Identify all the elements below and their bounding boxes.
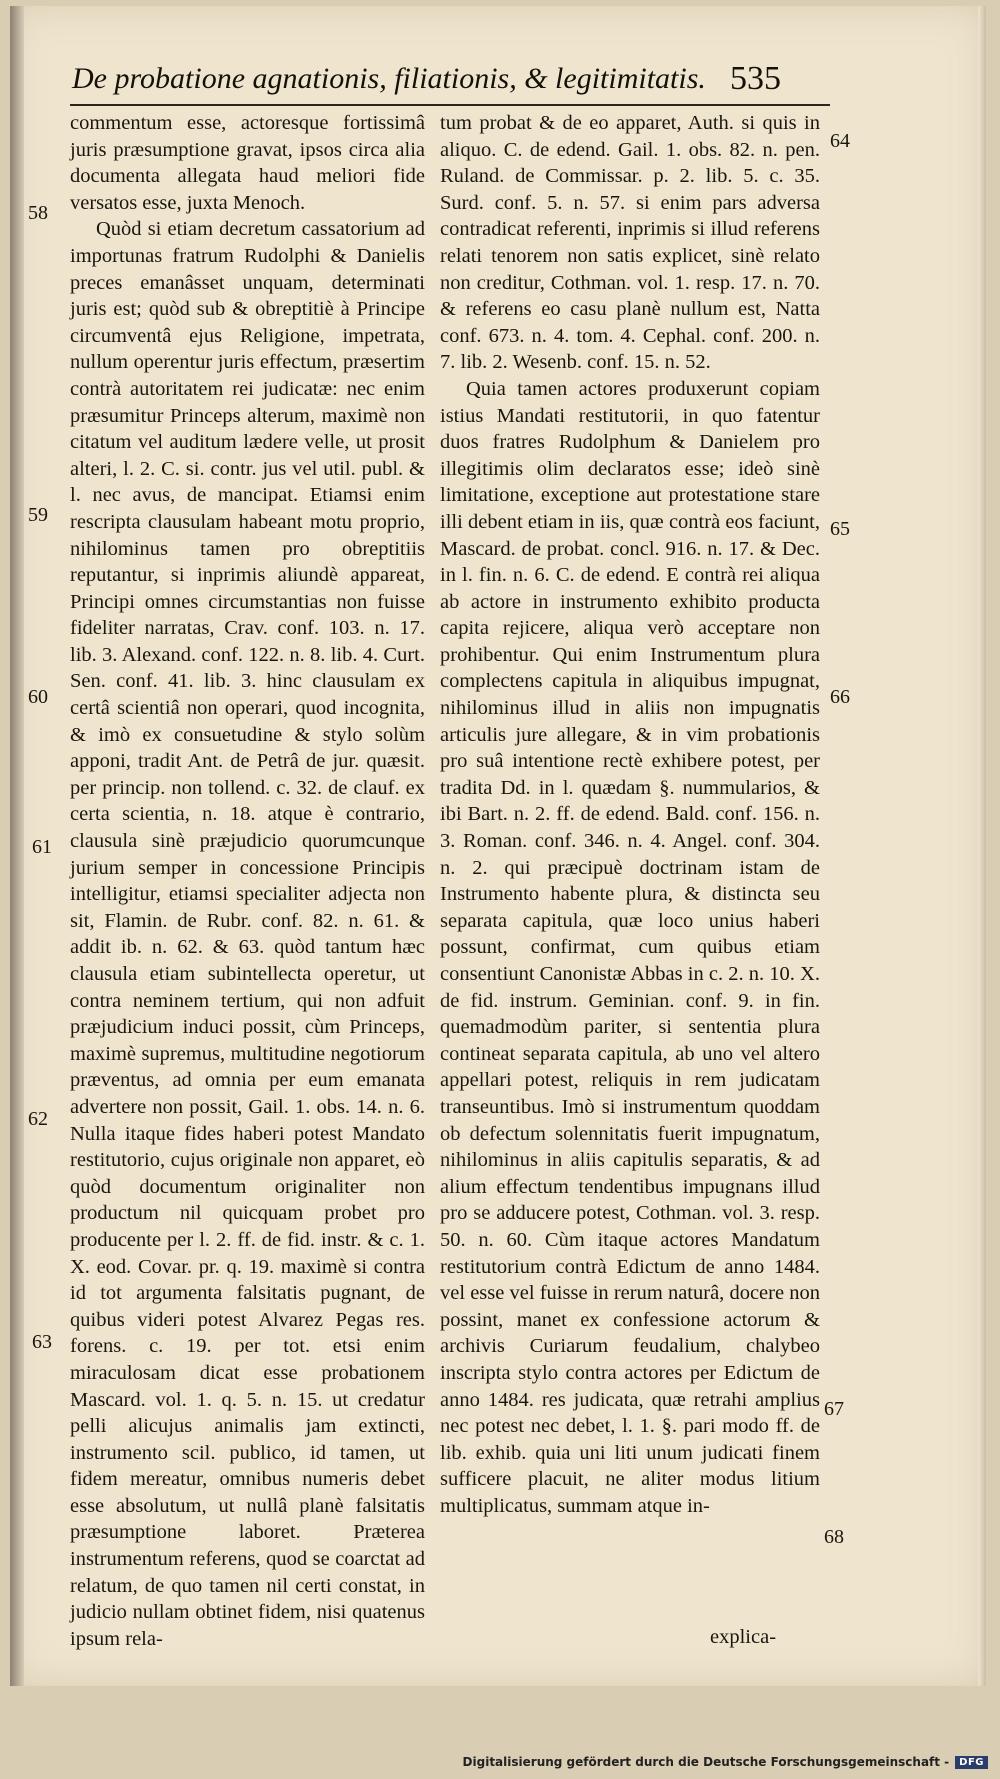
- margin-number: 63: [32, 1331, 52, 1353]
- margin-number: 62: [28, 1108, 48, 1130]
- paragraph: Quia tamen actores produxerunt copiam istius Mandati restitutorii, in quo fatentur duos fratres Rudolphum & Danielem pro illegitimis olim declaratos esse; ideò sinè limitatione, exceptione aut protestatione stare illi debent etiam in iis, quæ contrà eos faciunt, Mascard. de probat. concl. 916. n. 17. & Dec. in l. fin. n. 6. C. de edend. E contrà rei aliqua ab actore in instrumento exhibito producta capita rejicere, aliqua verò acceptare non prohibentur. Qui enim Instrumentum plura complectens capitula in aliquibus impugnat, nihilominus illud in aliis non impugnatis articulis jure allegare, & in vim probationis pro suâ intentione rectè exhibere potest, per tradita Dd. in l. quædam §. nummularios, & ibi Bart. n. 2. ff. de edend. Bald. conf. 156. n. 3. Roman. conf. 346. n. 4. Angel. conf. 304. n. 2. qui præcipuè doctrinam istam de Instrumento habente plura, & distincta seu separata capitula, quæ loco unius haberi possunt, confirmat, cum quibus etiam consentiunt Canonistæ Abbas in c. 2. n. 10. X. de fid. instrum. Geminian. conf. 9. in fin. quemadmodùm pariter, si sententia plura contineat separata capitula, ab uno vel altero appellari potest, reliquis in rem judicatam transeuntibus. Imò si instrumentum quoddam ob defectum solennitatis fuerit impugnatum, nihilominus in aliis capitulis separatis, & ad alium effectum tendentibus impugnans illud pro se adducere potest, Cothman. vol. 3. resp. 50. n. 60. Cùm itaque actores Mandatum restitutorium contrà Edictum de anno 1484. vel esse vel fuisse in rerum naturâ, docere non possint, manet ex confessione actorum & archivis Curiarum feudalium, chalybeo inscripta stylo contra actores per Edictum de anno 1484. res judicata, quæ retrahi amplius nec potest nec debet, l. 1. §. pari modo ff. de lib. exhib. quia uni liti unum judicati finem sufficere placuit, ne aliter modus litium multiplicatus, summam atque in-: [440, 377, 820, 1517]
- paragraph: Quòd si etiam decretum cassatorium ad importunas fratrum Rudolphi & Danielis preces emanâsset unquam, determinati juris est; quòd sub & obreptitiè à Principe circumventâ ejus Religione, impetrata, nullum operentur juris effectum, præsertim contrà autoritatem rei judicatæ: nec enim præsumitur Princeps alterum, maximè non citatum vel auditum lædere velle, ut prosit alteri, l. 2. C. si. contr. jus vel util. publ. & l. nec avus, de mancipat. Etiamsi enim rescripta clausulam habeant motu proprio, nihilominus tamen pro obreptitiis reputantur, si inprimis aliundè appareat, Principi omnes circumstantias non fuisse fideliter narratas, Crav. conf. 103. n. 17. lib. 3. Alexand. conf. 122. n. 8. lib. 4. Curt. Sen. conf. 41. lib. 3. hinc clausulam ex certâ scientiâ non operari, quod incognita, & imò ex consuetudine & stylo solùm apponi, tradit Ant. de Petrâ de jur. quæsit. per princip. non tollend. c. 32. de clauf. ex certa scientia, n. 18. atque è contrario, clausula sinè præjudicio quorumcunque jurium semper in concessione Principis intelligitur, etiamsi specialiter adjecta non sit, Flamin. de Rubr. conf. 82. n. 61. & addit ib. n. 62. & 63. quòd tantum hæc clausula etiam subintellecta operetur, ut contra neminem tertium, qui non adfuit præjudicium induci possit, cùm Princeps, maximè supremus, multitudine negotiorum præventus, ad omnia per eum emanata advertere non possit, Gail. 1. obs. 14. n. 6. Nulla itaque fides haberi potest Mandato restitutorio, cujus originale non apparet, eò quòd documentum originaliter non productum nil quicquam probet pro producente per l. 2. ff. de fid. instr. & c. 1. X. eod. Covar. pr. q. 19. maximè si contra id tot argumenta falsitatis pugnant, de quibus videri potest Alvarez Pegas res. forens. c. 19. per tot. etsi enim miraculosam dicat esse probationem Mascard. vol. 1. q. 5. n. 15. ut credatur pelli alicujus animalis jam extincti, instrumento scil. publico, id tamen, ut fidem mereatur, omnibus numeris debet esse absolutum, ut nullâ planè falsitatis præsumptione laboret. Præterea instrumentum referens, quod se coarctat ad relatum, de quo tamen nil certi constat, in judicio nullam obtinet fidem, nisi quatenus ipsum rela-: [70, 218, 425, 1650]
- credit-text: Digitalisierung gefördert durch die Deutsche Forschungsgemeinschaft -: [462, 1755, 950, 1769]
- margin-number: 60: [28, 686, 48, 708]
- margin-number: 68: [824, 1526, 844, 1548]
- margin-number: 64: [830, 130, 850, 152]
- page-edge: [978, 6, 986, 1686]
- digitization-credit: [463, 1755, 988, 1769]
- page-number: 535: [730, 60, 781, 97]
- paragraph: commentum esse, actoresque fortissimâ juris præsumptione gravat, ipsos circa alia documenta allegata haud meliori fide versatos esse, juxta Menoch.: [70, 112, 425, 214]
- right-column: [440, 110, 820, 1519]
- margin-number: 67: [824, 1398, 844, 1420]
- dfg-logo-icon: DFG: [955, 1756, 988, 1769]
- page-gutter-shadow: [10, 6, 24, 1686]
- margin-number: 61: [32, 836, 52, 858]
- left-column: [70, 110, 425, 1652]
- header-rule: [70, 104, 830, 106]
- book-page: [10, 6, 986, 1686]
- paragraph: tum probat & de eo apparet, Auth. si quis in aliquo. C. de edend. Gail. 1. obs. 82. n. pen. Ruland. de Commissar. p. 2. lib. 5. c. 35. Surd. conf. 5. n. 57. si enim pars adversa contradicat referenti, inprimis si illud referens relati tenorem non satis explicet, sinè relato non creditur, Cothman. vol. 1. resp. 17. n. 70. & referens eo casu planè nullum est, Natta conf. 673. n. 4. tom. 4. Cephal. conf. 200. n. 7. lib. 2. Wesenb. conf. 15. n. 52.: [440, 112, 820, 374]
- margin-number: 66: [830, 686, 850, 708]
- running-head: De probatione agnationis, filiationis, & legitimitatis.: [72, 62, 706, 95]
- margin-number: 65: [830, 518, 850, 540]
- margin-number: 59: [28, 504, 48, 526]
- margin-number: 58: [28, 202, 48, 224]
- catchword: explica-: [710, 1626, 777, 1648]
